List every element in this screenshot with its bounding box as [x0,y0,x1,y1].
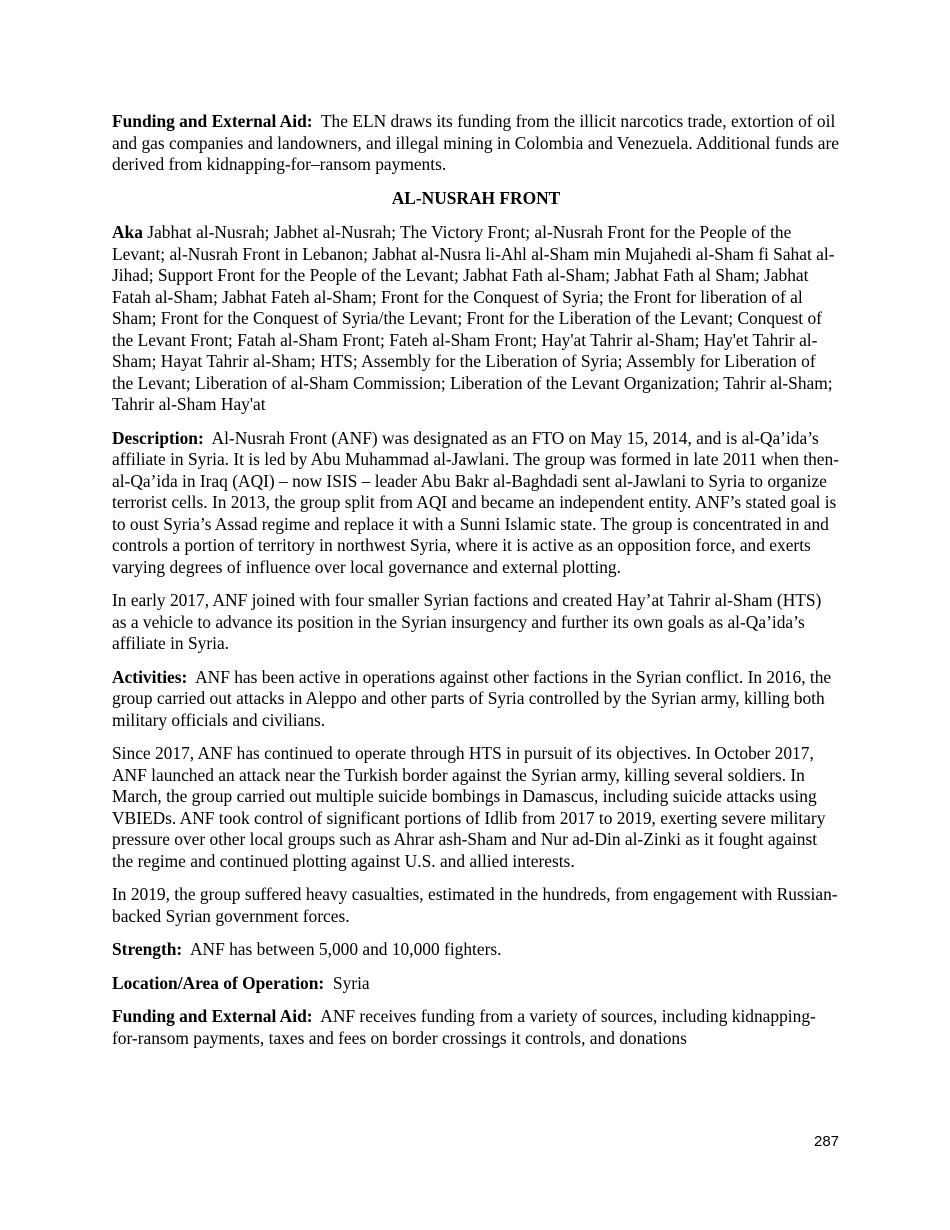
section-title: AL-NUSRAH FRONT [391,187,561,208]
description-label: Description: [112,427,204,448]
page-number: 287 [814,1133,840,1150]
strength-label: Strength: [112,939,183,959]
description-text: Al-Nusrah Front (ANF) was designated as an FTO on May 15, 2014, and is al-Qa’ida’s affiliate in Syria. It is led by Abu Muhammad al-Jawlani. The group was formed in late 2011 when then-al-Qa’ida in Iraq (AQI) – now ISIS – leader Abu Bakr al-Baghdadi sent al-Jawlani to Syria to organize terrorist cells. In 2013, the group split from AQI and became an independent entity. ANF’s stated goal is to oust Syria’s Assad regime and replace it with a Sunni Islamic state. The group is concentrated in and controls a portion of territory in northwest Syria, where it is active as an opposition force, and exerts varying degrees of influence over local governance and external plotting. [112,427,840,577]
location-label: Location/Area of Operation: [112,972,325,993]
funding-label: Funding and External Aid: [112,1006,313,1026]
activities-label: Activities: [112,666,188,687]
eln-funding-paragraph [112,111,840,176]
description-paragraph-2: In early 2017, ANF joined with four smaller Syrian factions and created Hay’at Tahrir al-Sham (HTS) as a vehicle to advance its position in the Syrian insurgency and further its own goals as al-Qa’ida’s affiliate in Syria. [112,590,822,653]
page-body [112,111,840,1061]
strength-text: ANF has between 5,000 and 10,000 fighters. [189,939,502,959]
aka-label: Aka [112,222,143,242]
activities-paragraph-2: Since 2017, ANF has continued to operate through HTS in pursuit of its objectives. In October 2017, ANF launched an attack near the Turkish border against the Syrian army, killing several soldiers. In March, the group carried out multiple suicide bombings in Damascus, including suicide attacks using VBIEDs. ANF took control of significant portions of Idlib from 2017 to 2019, exerting severe military pressure over other local groups such as Ahrar ash-Sham and Nur ad-Din al-Zinki as it fought against the regime and continued plotting against U.S. and allied interests. [112,743,826,871]
activities-paragraph [112,667,840,732]
aka-paragraph [112,222,840,416]
location-paragraph [112,973,840,995]
funding-text: ANF receives funding from a variety of sources, including kidnapping-for-ransom payments, taxes and fees on border crossings it controls, and donations [112,1006,816,1048]
activities-paragraph-3: In 2019, the group suffered heavy casualties, estimated in the hundreds, from engagement with Russian-backed Syrian government forces. [112,884,838,926]
funding-paragraph [112,1006,840,1049]
location-text: Syria [332,972,370,993]
strength-paragraph [112,939,840,961]
activities-text: ANF has been active in operations against other factions in the Syrian conflict. In 2016, the group carried out attacks in Aleppo and other parts of Syria controlled by the Syrian army, killing both military officials and civilians. [112,666,832,730]
description-paragraph [112,428,840,579]
eln-funding-label: Funding and External Aid: [112,111,313,131]
aka-text: Jabhat al-Nusrah; Jabhet al-Nusrah; The Victory Front; al-Nusrah Front for the People of the Levant; al-Nusrah Front in Lebanon; Jabhat al-Nusra li-Ahl al-Sham min Mujahedi al-Sham fi Sahat al-Jihad; Support Front for the People of the Levant; Jabhat Fath al-Sham; Jabhat Fath al Sham; Jabhat Fatah al-Sham; Jabhat Fateh al-Sham; Front for the Conquest of Syria; the Front for liberation of al Sham; Front for the Conquest of Syria/the Levant; Front for the Liberation of the Levant; Conquest of the Levant Front; Fatah al-Sham Front; Fateh al-Sham Front; Hay'at Tahrir al-Sham; Hay'et Tahrir al-Sham; Hayat Tahrir al-Sham; HTS; Assembly for the Liberation of Syria; Assembly for Liberation of the Levant; Liberation of al-Sham Commission; Liberation of the Levant Organization; Tahrir al-Sham; Tahrir al-Sham Hay'at [112,222,835,414]
eln-funding-text: The ELN draws its funding from the illicit narcotics trade, extortion of oil and gas companies and landowners, and illegal mining in Colombia and Venezuela. Additional funds are derived from kidnapping-for–ransom payments. [112,111,840,174]
